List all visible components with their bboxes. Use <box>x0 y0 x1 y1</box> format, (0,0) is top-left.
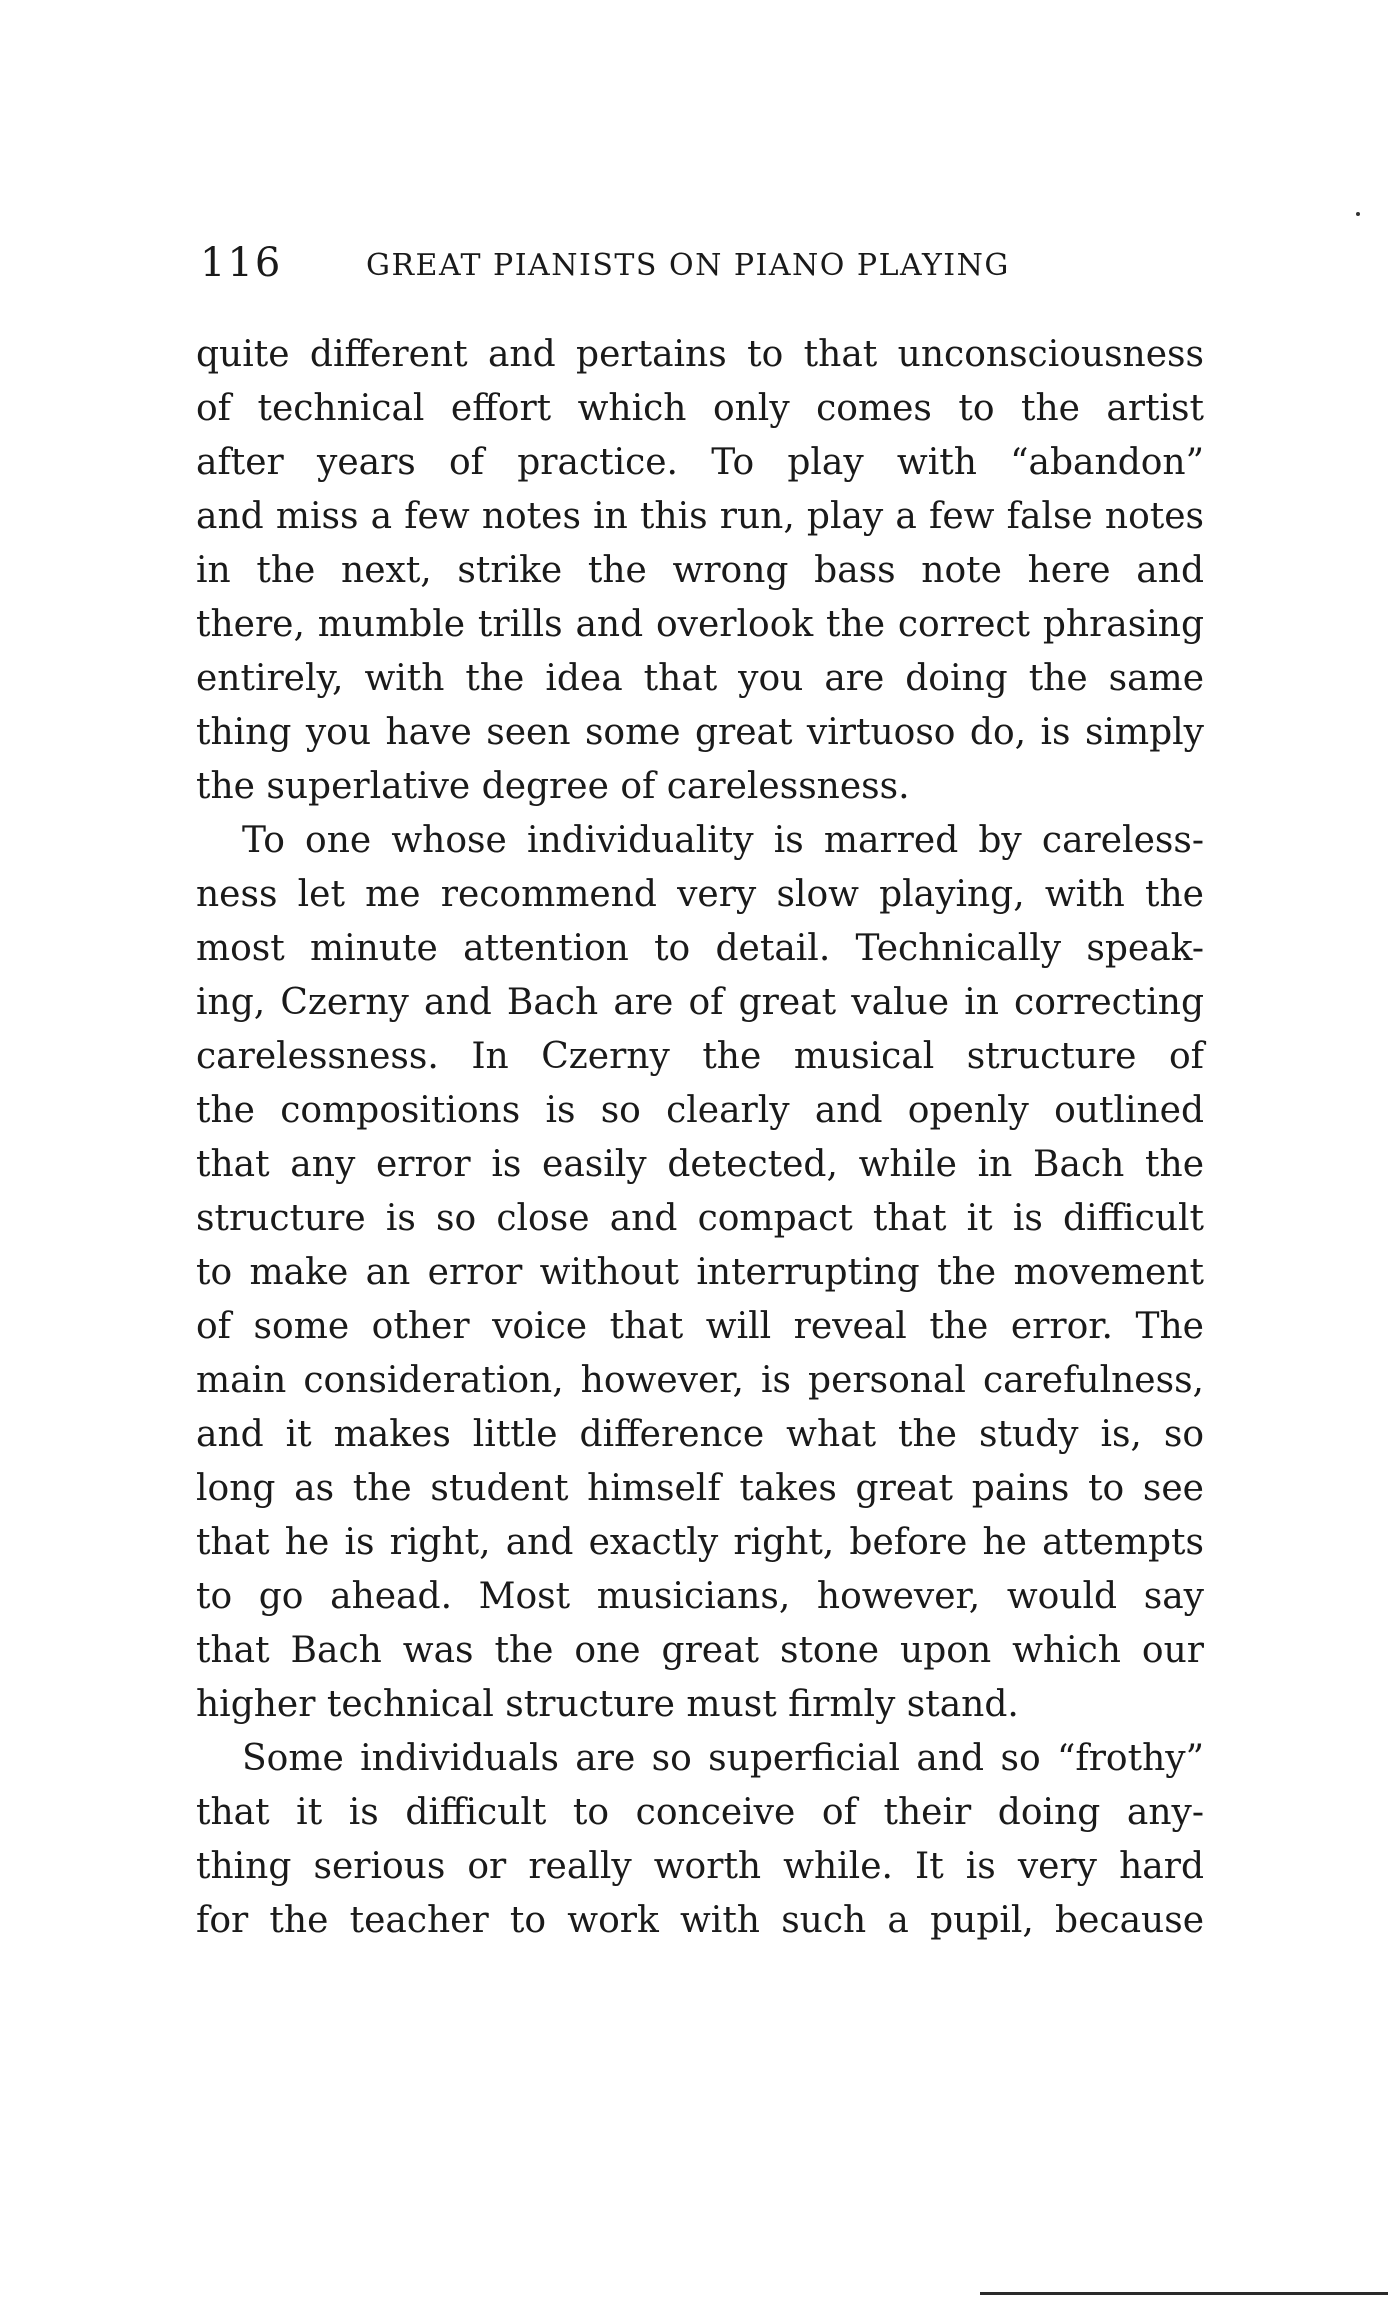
text-line: of some other voice that will reveal the error. The <box>196 1306 1204 1347</box>
text-line: to go ahead. Most musicians, however, would say <box>196 1576 1204 1617</box>
paragraph-1 <box>196 328 1204 814</box>
text-line: quite different and pertains to that unconsciousness <box>196 334 1204 375</box>
text-line: thing you have seen some great virtuoso do, is simply <box>196 712 1204 753</box>
text-line: after years of practice. To play with “abandon” <box>196 442 1204 483</box>
scan-edge-line <box>980 2292 1388 2295</box>
text-line: in the next, strike the wrong bass note here and <box>196 550 1204 591</box>
text-line: higher technical structure must firmly stand. <box>196 1684 1019 1725</box>
text-line: to make an error without interrupting the movement <box>196 1252 1204 1293</box>
text-line: To one whose individuality is marred by careless- <box>242 820 1204 861</box>
text-line: ness let me recommend very slow playing, with the <box>196 874 1204 915</box>
text-line: of technical effort which only comes to the artist <box>196 388 1204 429</box>
text-line: that it is difficult to conceive of their doing any- <box>196 1792 1204 1833</box>
text-line: there, mumble trills and overlook the correct phrasing <box>196 604 1204 645</box>
paragraph-3 <box>196 1732 1204 1948</box>
text-line: carelessness. In Czerny the musical structure of <box>196 1036 1204 1077</box>
text-line: thing serious or really worth while. It is very hard <box>196 1846 1204 1887</box>
text-line: that he is right, and exactly right, before he attempts <box>196 1522 1204 1563</box>
text-line: entirely, with the idea that you are doing the same <box>196 658 1204 699</box>
text-line: and miss a few notes in this run, play a few false notes <box>196 496 1204 537</box>
scan-speck <box>1356 212 1360 216</box>
body-text <box>196 328 1204 1948</box>
text-line: that any error is easily detected, while in Bach the <box>196 1144 1204 1185</box>
text-line: and it makes little difference what the study is, so <box>196 1414 1204 1455</box>
paragraph-2 <box>196 814 1204 1732</box>
text-line: that Bach was the one great stone upon which our <box>196 1630 1204 1671</box>
text-line: for the teacher to work with such a pupil, because <box>196 1900 1204 1941</box>
text-line: the superlative degree of carelessness. <box>196 766 910 807</box>
text-line: Some individuals are so superficial and so “frothy” <box>242 1738 1204 1779</box>
text-line: structure is so close and compact that it is difficult <box>196 1198 1204 1239</box>
running-head <box>200 240 1200 290</box>
text-line: ing, Czerny and Bach are of great value in correcting <box>196 982 1204 1023</box>
text-line: the compositions is so clearly and openly outlined <box>196 1090 1204 1131</box>
text-line: long as the student himself takes great pains to see <box>196 1468 1204 1509</box>
page-number: 116 <box>200 240 283 286</box>
text-line: most minute attention to detail. Technically speak- <box>196 928 1204 969</box>
book-title: GREAT PIANISTS ON PIANO PLAYING <box>366 248 1010 283</box>
text-line: main consideration, however, is personal carefulness, <box>196 1360 1204 1401</box>
